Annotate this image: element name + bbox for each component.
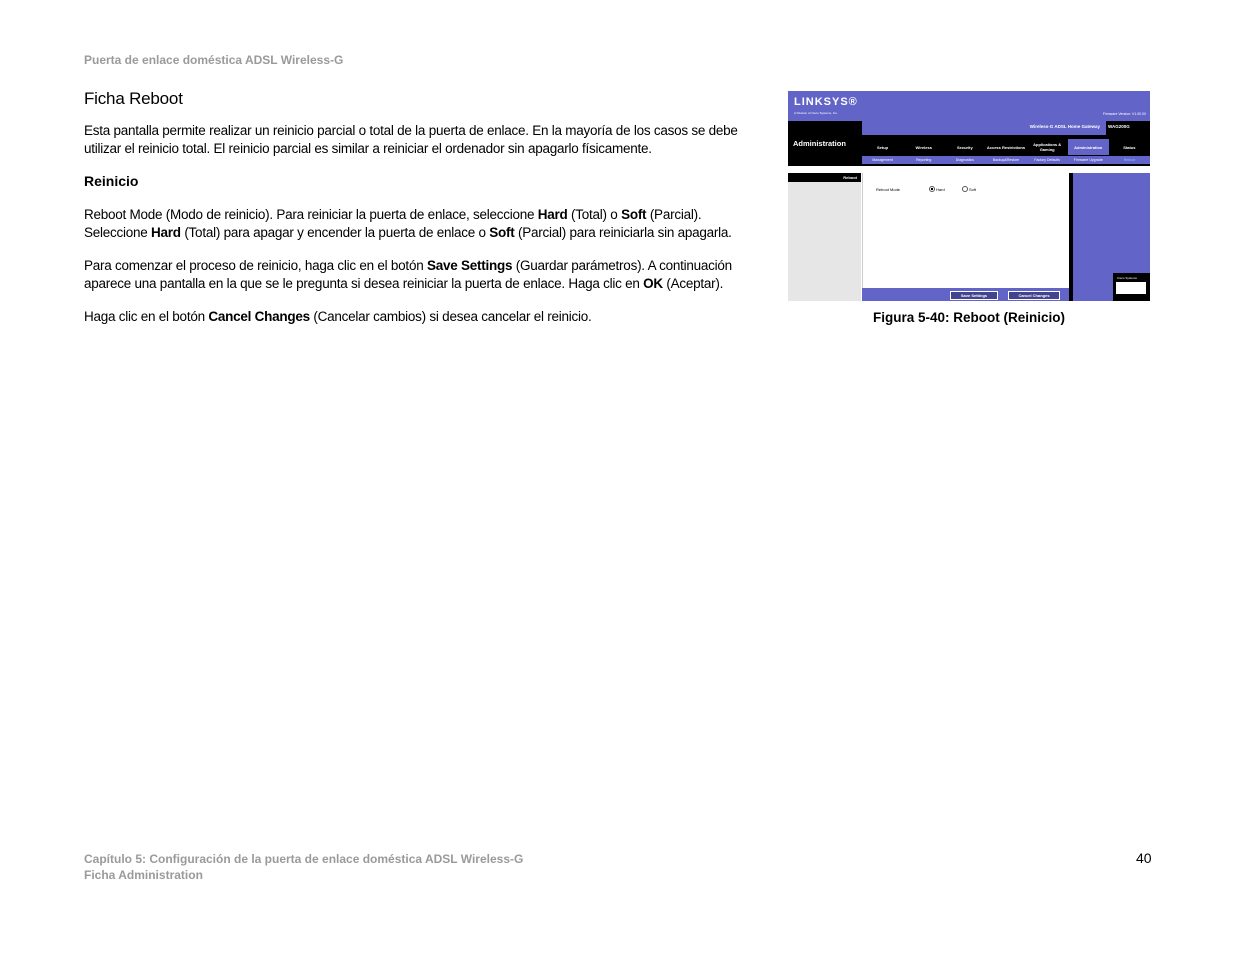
firmware-version: Firmware Version: V1.00.00 [1102,112,1146,116]
section-name: Administration [793,139,846,148]
footer [84,851,523,883]
save-settings-button[interactable]: Save Settings [950,291,998,300]
subtab-reboot[interactable]: Reboot [1123,158,1136,162]
gateway-name: Wireless-G ADSL Home Gateway [1029,124,1100,129]
tab-status[interactable]: Status [1123,144,1136,150]
text: Para comenzar el proceso de reinicio, haga clic en el botón [84,258,427,273]
sub-tabs [862,156,1150,164]
bold-term: Cancel Changes [208,309,310,324]
bold-term: Hard [151,225,181,240]
reboot-mode-paragraph [84,206,764,242]
subtab-backup-restore[interactable]: Backup&Restore [992,158,1020,162]
subtab-factory-defaults[interactable]: Factory Defaults [1034,158,1060,162]
tab-administration[interactable]: Administration [1068,139,1109,155]
figure-right-panel [1069,173,1150,301]
section-title: Ficha Reboot [84,89,183,108]
intro-paragraph: Esta pantalla permite realizar un reinicio parcial o total de la puerta de enlace. En la mayoría de los casos se debe utilizar el reinicio total. El reinicio parcial es similar a reiniciar el ordenador sin apagarlo físicamente. [84,123,738,156]
reboot-screenshot-figure [788,91,1150,301]
cancel-changes-button[interactable]: Cancel Changes [1008,291,1060,300]
bold-term: Save Settings [426,258,513,273]
save-settings-paragraph [84,257,764,293]
figure-main-panel [862,173,1067,289]
tab-security[interactable]: Security [956,144,973,150]
page-number: 40 [1136,850,1152,866]
figure-caption: Figura 5-40: Reboot (Reinicio) [872,310,1065,325]
left-header-label: Reboot [843,175,857,180]
figure-top-bar [788,91,1150,121]
tab-wireless[interactable]: Wireless [915,144,932,150]
figure-nav-area [788,121,1150,166]
running-header: Puerta de enlace doméstica ADSL Wireless-G [84,53,344,67]
text: (Guardar parámetros). A continuación aparece una pantalla en la que se le pregunta si desea reiniciar la puerta de enlace. Haga clic en [84,258,732,291]
tab-access-restrictions[interactable]: Access Restrictions [986,144,1026,150]
model-name: WAG200G [1108,124,1130,129]
subtab-diagnostics[interactable]: Diagnostics [955,158,974,162]
radio-soft[interactable] [962,186,976,192]
main-tabs [862,139,1150,155]
main-content [84,89,764,341]
radio-hard[interactable] [929,186,945,192]
radio-empty-icon [962,186,968,192]
cisco-logo-box [1113,273,1150,301]
text: (Total) o [567,207,622,222]
logo-subtitle: A Division of Cisco Systems, Inc. [794,111,838,115]
reboot-mode-label: Reboot Mode [876,187,901,192]
bold-term: OK [643,276,663,291]
gateway-bar [862,121,1106,135]
text: Haga clic en el botón [84,309,209,324]
radio-selected-icon [929,186,935,192]
text: (Parcial). Seleccione [84,207,702,240]
subtab-management[interactable]: Management [872,158,893,162]
text: (Parcial) para reiniciarla sin apagarla. [514,225,732,240]
cisco-label: Cisco Systems [1117,276,1137,280]
tab-applications-gaming[interactable]: Applications & Gaming [1033,142,1062,152]
text: Reboot Mode (Modo de reinicio). Para reiniciar la puerta de enlace, seleccione [84,207,538,222]
text: (Cancelar cambios) si desea cancelar el reinicio. [309,309,592,324]
figure-left-panel [788,173,861,301]
radio-hard-label: Hard [936,186,945,192]
text: (Total) para apagar y encender la puerta de enlace o [180,225,490,240]
footer-chapter: Capítulo 5: Configuración de la puerta de enlace doméstica ADSL Wireless-G [84,852,524,866]
linksys-logo: LINKSYS® [794,96,858,108]
right-divider [1069,173,1073,301]
subtab-firmware-upgrade[interactable]: Firmware Upgrade [1073,158,1103,162]
bold-term: Soft [489,225,515,240]
bold-term: Hard [537,207,568,222]
bold-term: Soft [621,207,647,222]
left-panel-header [788,173,861,182]
radio-soft-label: Soft [969,186,977,192]
subheading-reinicio: Reinicio [84,173,139,189]
figure-button-bar [862,288,1069,301]
cancel-changes-paragraph [84,308,764,326]
subtab-reporting[interactable]: Reporting [916,158,932,162]
text: (Aceptar). [662,276,724,291]
cisco-bridge-icon [1116,282,1146,294]
footer-section: Ficha Administration [84,868,203,882]
tab-setup[interactable]: Setup [877,144,889,150]
